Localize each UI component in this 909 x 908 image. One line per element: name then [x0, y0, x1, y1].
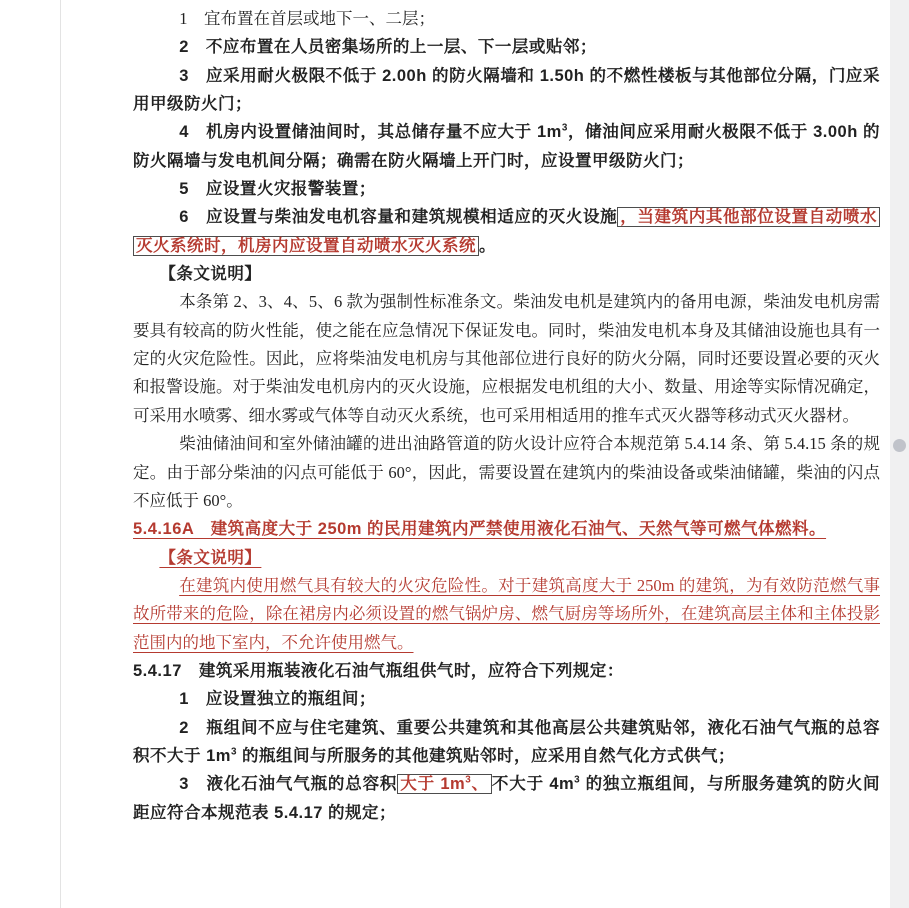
scroll-indicator-dot[interactable] [893, 439, 906, 452]
text-run: 柴油储油间和室外储油罐的进出油路管道的防火设计应符合本规范第 5.4.14 条、第 5.4.15 条的规定。由于部分柴油的闪点可能低于 60°，因此，需要设置在建筑内的柴油设备或柴油储罐，柴油的闪点不应低于 60°。 [133, 434, 880, 510]
text-run: 【条文说明】 [159, 265, 262, 284]
text-run: 5.4.17 建筑采用瓶装液化石油气瓶组供气时，应符合下列规定： [133, 661, 624, 680]
clause-5.4.16-item-3 [133, 62, 880, 119]
text-run: 的瓶组间与所服务的其他建筑贴邻时，应采用自然气化方式供气； [236, 746, 736, 765]
clause-5.4.16-item-2 [133, 33, 880, 61]
explanation-paragraph-red [133, 572, 880, 657]
text-run: 3 [465, 774, 472, 786]
scrollbar-area [890, 0, 909, 908]
explanation-paragraph-2 [133, 430, 880, 515]
clause-5.4.17 [133, 657, 880, 685]
text-run: 1 宜布置在首层或地下一、二层； [179, 9, 435, 28]
text-run: 、 [471, 775, 489, 794]
clause-5.4.17-item-1 [133, 685, 880, 713]
revision-box [397, 774, 492, 794]
document-body [133, 5, 880, 827]
clause-5.4.16-item-1 [133, 5, 880, 33]
text-run: 5.4.16A 建筑高度大于 250m 的民用建筑内严禁使用液化石油气、天然气等可燃气体燃料。 [133, 520, 827, 539]
explanation-heading-black [133, 260, 880, 288]
text-run: 4 机房内设置储油间时，其总储存量不应大于 1m [179, 123, 562, 142]
clause-5.4.16-item-4 [133, 118, 880, 175]
text-run: 3 液化石油气气瓶的总容积 [179, 775, 398, 794]
page-edge-line [60, 0, 61, 908]
text-run: 本条第 2、3、4、5、6 款为强制性标准条文。柴油发电机是建筑内的备用电源，柴油发电机房需要具有较高的防火性能，使之能在应急情况下保证发电。同时，柴油发电机本身及其储油设施也具有一定的火灾危险性。因此，应将柴油发电机房与其他部位进行良好的防火分隔，同时还要设置必要的灭火和报警设施。对于柴油发电机房内的灭火设施，应根据发电机组的大小、数量、用途等实际情况确定，可采用水喷雾、细水雾或气体等自动灭火系统，也可采用相适用的推车式灭火器等移动式灭火器材。 [133, 292, 880, 425]
text-run: 3 [561, 122, 568, 134]
clause-5.4.16-item-6 [133, 203, 880, 260]
text-run: 的独立瓶组间，与所服务建筑的防火间距应符合本规范表 5.4.17 的规定； [133, 775, 880, 822]
text-run: 5 应设置火灾报警装置； [179, 180, 376, 199]
text-run: 不大于 4m [491, 775, 575, 794]
explanation-heading-red [133, 544, 880, 572]
text-run: ，当建筑内其他部位设置自动喷水灭火系统时，机房内应设置自动喷水灭火系统 [136, 208, 877, 255]
text-run: 3 [574, 774, 581, 786]
clause-5.4.16A [133, 515, 880, 543]
text-run: 3 应采用耐火极限不低于 2.00h 的防火隔墙和 1.50h 的不燃性楼板与其他部位分隔，门应采用甲级防火门； [133, 66, 880, 114]
text-run: 3 [230, 746, 237, 758]
text-run: 【条文说明】 [159, 548, 262, 567]
text-run: 在建筑内使用燃气具有较大的火灾危险性。对于建筑高度大于 250m 的建筑，为有效防范燃气事故所带来的危险，除在裙房内必须设置的燃气锅炉房、燃气厨房等场所外，在建筑高层主体和主体投影范围内的地下室内，不允许使用燃气。 [133, 575, 880, 652]
explanation-paragraph-1 [133, 288, 880, 430]
text-run: 1 应设置独立的瓶组间； [179, 690, 376, 709]
clause-5.4.17-item-3 [133, 770, 880, 827]
text-run: 6 应设置与柴油发电机容量和建筑规模相适应的灭火设施 [179, 208, 618, 227]
text-run: ，储油间应采用耐火极限不低于 3.00h 的防火隔墙与发电机间分隔；确需在防火隔墙上开门时，应设置甲级防火门； [133, 123, 880, 170]
clause-5.4.17-item-2 [133, 714, 880, 771]
text-run: 大于 1m [400, 775, 466, 794]
text-run: 2 不应布置在人员密集场所的上一层、下一层或贴邻； [179, 38, 597, 57]
text-run: 2 瓶组间不应与住宅建筑、重要公共建筑和其他高层公共建筑贴邻，液化石油气气瓶的总容积不大于 1m [133, 718, 880, 765]
text-run: 。 [479, 236, 496, 255]
clause-5.4.16-item-5 [133, 175, 880, 203]
